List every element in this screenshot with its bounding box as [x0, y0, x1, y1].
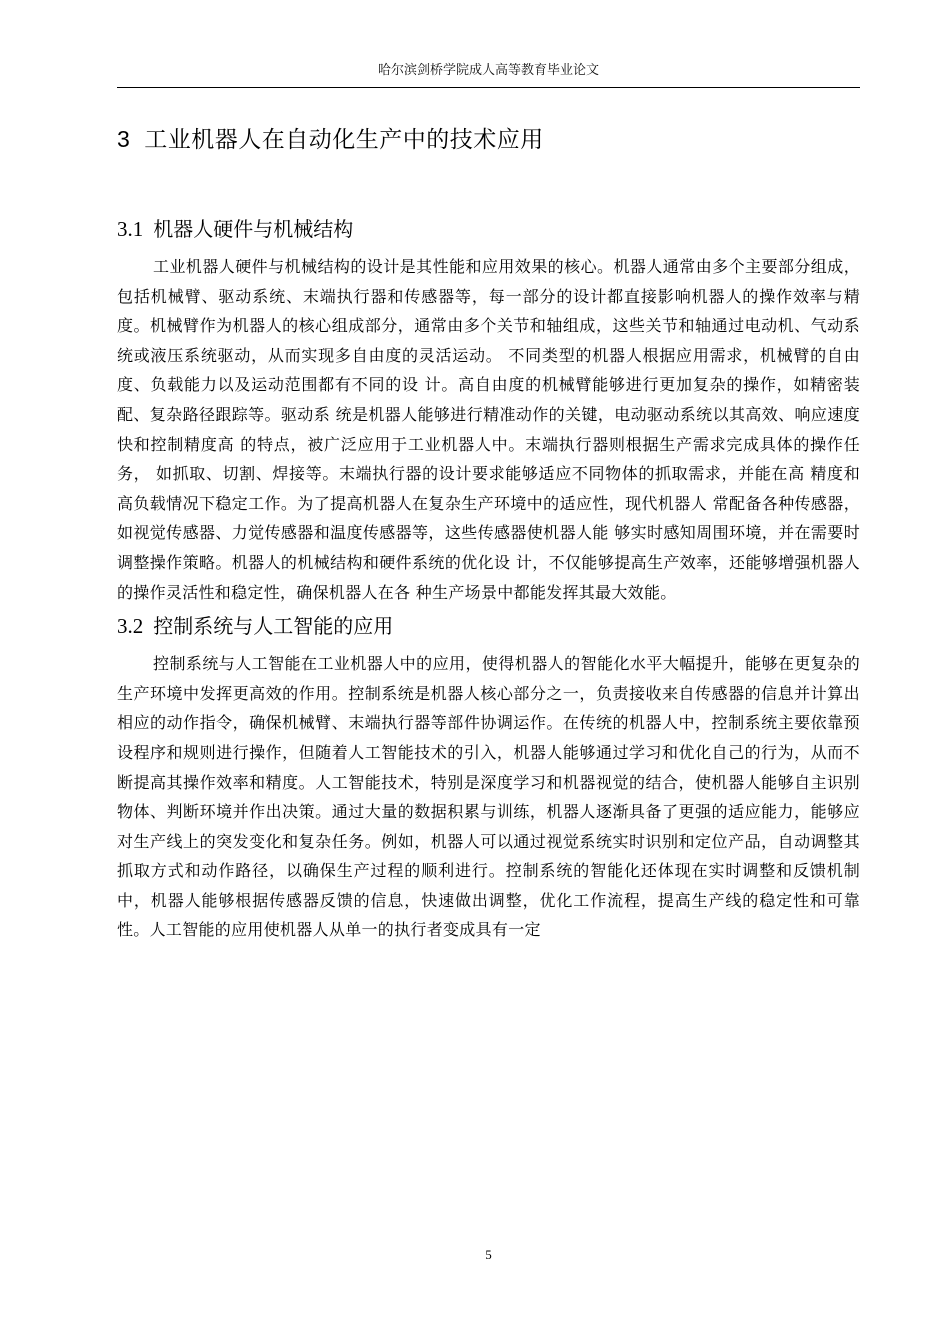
spacer	[117, 160, 860, 212]
body-paragraph: 控制系统与人工智能在工业机器人中的应用，使得机器人的智能化水平大幅提升，能够在更复杂的生产环境中发挥更高效的作用。控制系统是机器人核心部分之一，负责接收来自传感器的信息并计算出相应的动作指令，确保机械臂、末端执行器等部件协调运作。在传统的机器人中，控制系统主要依靠预设程序和规则进行操作，但随着人工智能技术的引入，机器人能够通过学习和优化自己的行为，从而不断提高其操作效率和精度。人工智能技术，特别是深度学习和机器视觉的结合，使机器人能够自主识别物体、判断环境并作出决策。通过大量的数据积累与训练，机器人逐渐具备了更强的适应能力，能够应对生产线上的突发变化和复杂任务。例如，机器人可以通过视觉系统实时识别和定位产品，自动调整其抓取方式和动作路径，以确保生产过程的顺利进行。控制系统的智能化还体现在实时调整和反馈机制中，机器人能够根据传感器反馈的信息，快速做出调整，优化工作流程，提高生产线的稳定性和可靠性。人工智能的应用使机器人从单一的执行者变成具有一定	[117, 654, 860, 940]
section-number: 3.2	[117, 614, 144, 639]
section-title: 控制系统与人工智能的应用	[153, 614, 394, 639]
body-paragraph: 工业机器人硬件与机械结构的设计是其性能和应用效果的核心。机器人通常由多个主要部分组成，包括机械臂、驱动系统、末端执行器和传感器等，每一部分的设计都直接影响机器人的操作效率与精度。机械臂作为机器人的核心组成部分，通常由多个关节和轴组成，这些关节和轴通过电动机、气动系统或液压系统驱动，从而实现多自由度的灵活运动。 不同类型的机器人根据应用需求，机械臂的自由度、负载能力以及运动范围都有不同的设 计。高自由度的机械臂能够进行更加复杂的操作，如精密装配、复杂路径跟踪等。驱动系 统是机器人能够进行精准动作的关键，电动驱动系统以其高效、响应速度快和控制精度高 的特点，被广泛应用于工业机器人中。末端执行器则根据生产需求完成具体的操作任务， 如抓取、切割、焊接等。末端执行器的设计要求能够适应不同物体的抓取需求，并能在高 精度和高负载情况下稳定工作。为了提高机器人在复杂生产环境中的适应性，现代机器人 常配备各种传感器，如视觉传感器、力觉传感器和温度传感器等，这些传感器使机器人能 够实时感知周围环境，并在需要时调整操作策略。机器人的机械结构和硬件系统的优化设 计，不仅能够提高生产效率，还能够增强机器人的操作灵活性和稳定性，确保机器人在各 种生产场景中都能发挥其最大效能。	[117, 257, 860, 602]
chapter-heading	[117, 118, 860, 160]
header-rule	[117, 87, 860, 88]
section-heading	[117, 609, 860, 643]
running-header: 哈尔滨剑桥学院成人高等教育毕业论文	[377, 63, 599, 78]
page-number: 5	[485, 1247, 492, 1262]
section-title: 机器人硬件与机械结构	[153, 217, 354, 241]
chapter-title: 工业机器人在自动化生产中的技术应用	[144, 127, 544, 153]
section-heading	[117, 212, 860, 246]
body-content	[117, 118, 860, 945]
chapter-number: 3	[117, 126, 131, 152]
section-number: 3.1	[117, 217, 144, 241]
